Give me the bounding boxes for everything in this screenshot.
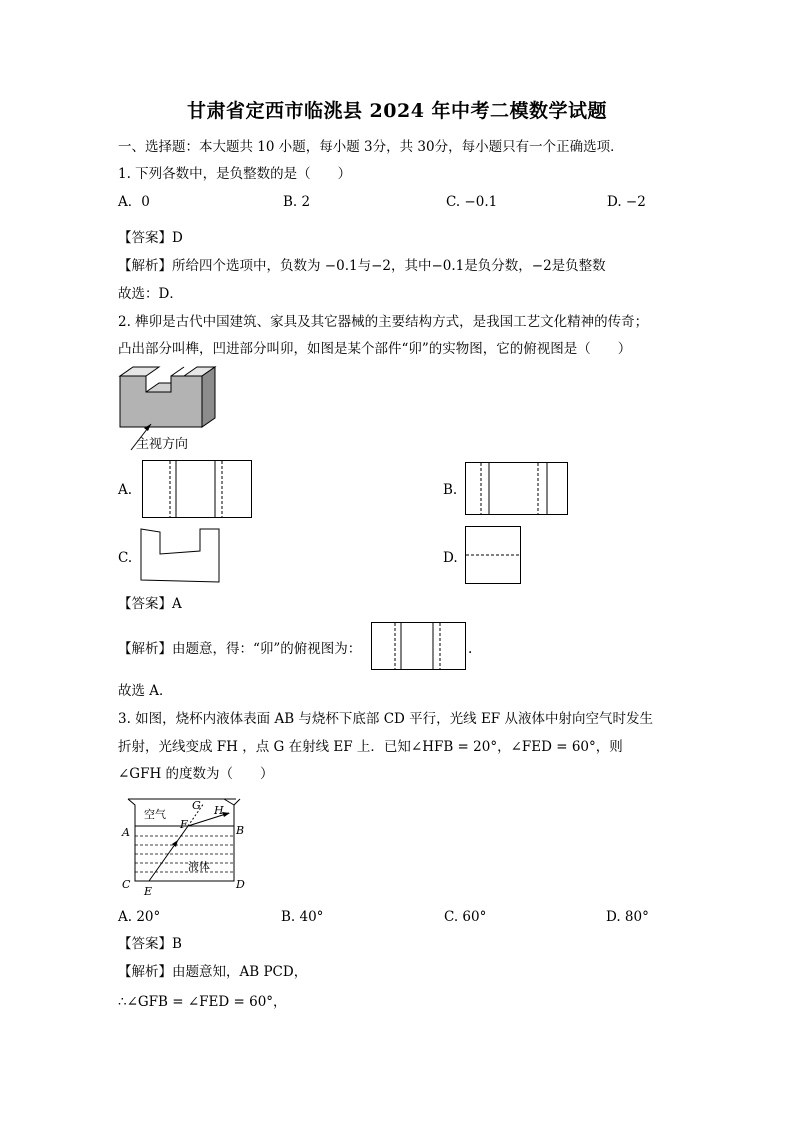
q2-option-d-figure — [465, 526, 522, 585]
mortise-edge — [171, 367, 184, 376]
q2-option-c-figure — [140, 527, 222, 583]
point-c-label: C — [122, 878, 131, 891]
mortise-right-face — [202, 367, 215, 427]
q3-answer: 【答案】B — [118, 936, 182, 952]
q1-option-a: A．0 — [118, 194, 150, 210]
q2-option-b-label: B. — [443, 482, 458, 498]
q2-stem-line1: 2. 榫卯是古代中国建筑、家具及其它器械的主要结构方式，是我国工艺文化精神的传奇； — [118, 314, 649, 330]
q1-stem: 1. 下列各数中，是负整数的是（ ） — [118, 166, 352, 182]
q3-analysis: 【解析】由题意知，AB PCD， — [118, 964, 308, 980]
point-b-label: B — [236, 824, 245, 837]
q2-conclusion: 故选 A． — [118, 683, 173, 699]
q2-analysis-figure — [371, 622, 466, 670]
point-f-label: F — [180, 818, 188, 831]
q1-option-b: B. 2 — [283, 194, 311, 210]
q3-option-d: D. 80° — [606, 909, 649, 925]
q1-analysis: 【解析】所给四个选项中，负数为 −0.1与−2，其中−0.1是负分数，−2是负整数 — [118, 258, 606, 274]
q2-stem-line2: 凸出部分叫榫，凹进部分叫卯，如图是某个部件“卯”的实物图，它的俯视图是（ ） — [118, 341, 632, 357]
q3-stem-line3: ∠GFH 的度数为（ ） — [118, 766, 274, 782]
q2-option-a-label: A. — [118, 482, 133, 498]
mortise-top-face — [120, 367, 215, 376]
q1-conclusion: 故选：D． — [118, 286, 183, 302]
beaker-figure — [118, 796, 253, 896]
q3-option-b: B. 40° — [281, 909, 324, 925]
ray-ef — [149, 826, 188, 881]
q2-analysis: 【解析】由题意，得：“卯”的俯视图为： — [118, 641, 362, 657]
q3-option-a: A. 20° — [118, 909, 161, 925]
page-title: 甘肃省定西市临洮县 2024 年中考二模数学试题 — [186, 100, 608, 122]
q2-answer: 【答案】A — [118, 596, 182, 612]
liquid-label: 液体 — [188, 860, 210, 873]
q3-stem-line1: 3. 如图，烧杯内液体表面 AB 与烧杯下底部 CD 平行，光线 EF 从液体中射向空气时发生 — [118, 711, 653, 727]
q3-option-c: C. 60° — [444, 909, 487, 925]
ray-ef-arrowhead — [172, 840, 178, 847]
point-g-label: G — [192, 799, 201, 812]
q1-option-c: C. −0.1 — [446, 194, 498, 210]
point-d-label: D — [236, 878, 245, 891]
q3-stem-line2: 折射，光线变成 FH ，点 G 在射线 EF 上．已知∠HFB = 20°，∠FED = 60°，则 — [118, 739, 623, 755]
q3-step1: ∴∠GFB = ∠FED = 60°， — [118, 994, 287, 1010]
q1-option-d: D. −2 — [607, 194, 646, 210]
q2-option-a-figure — [142, 460, 252, 518]
section-header: 一、选择题：本大题共 10 小题，每小题 3分，共 30分，每小题只有一个正确选项． — [118, 139, 624, 155]
q2-option-d-label: D. — [443, 550, 458, 566]
air-label: 空气 — [144, 808, 166, 821]
q2-option-c-label: C. — [118, 550, 133, 566]
point-h-label: H — [214, 804, 224, 817]
view-direction-label: 主视方向 — [136, 437, 189, 452]
q1-answer: 【答案】D — [118, 230, 183, 246]
q2-analysis-end: . — [468, 641, 473, 657]
point-a-label: A — [122, 826, 130, 839]
q2-option-b-figure — [465, 462, 568, 515]
point-e-label: E — [144, 885, 153, 898]
liquid-lines — [135, 826, 234, 872]
